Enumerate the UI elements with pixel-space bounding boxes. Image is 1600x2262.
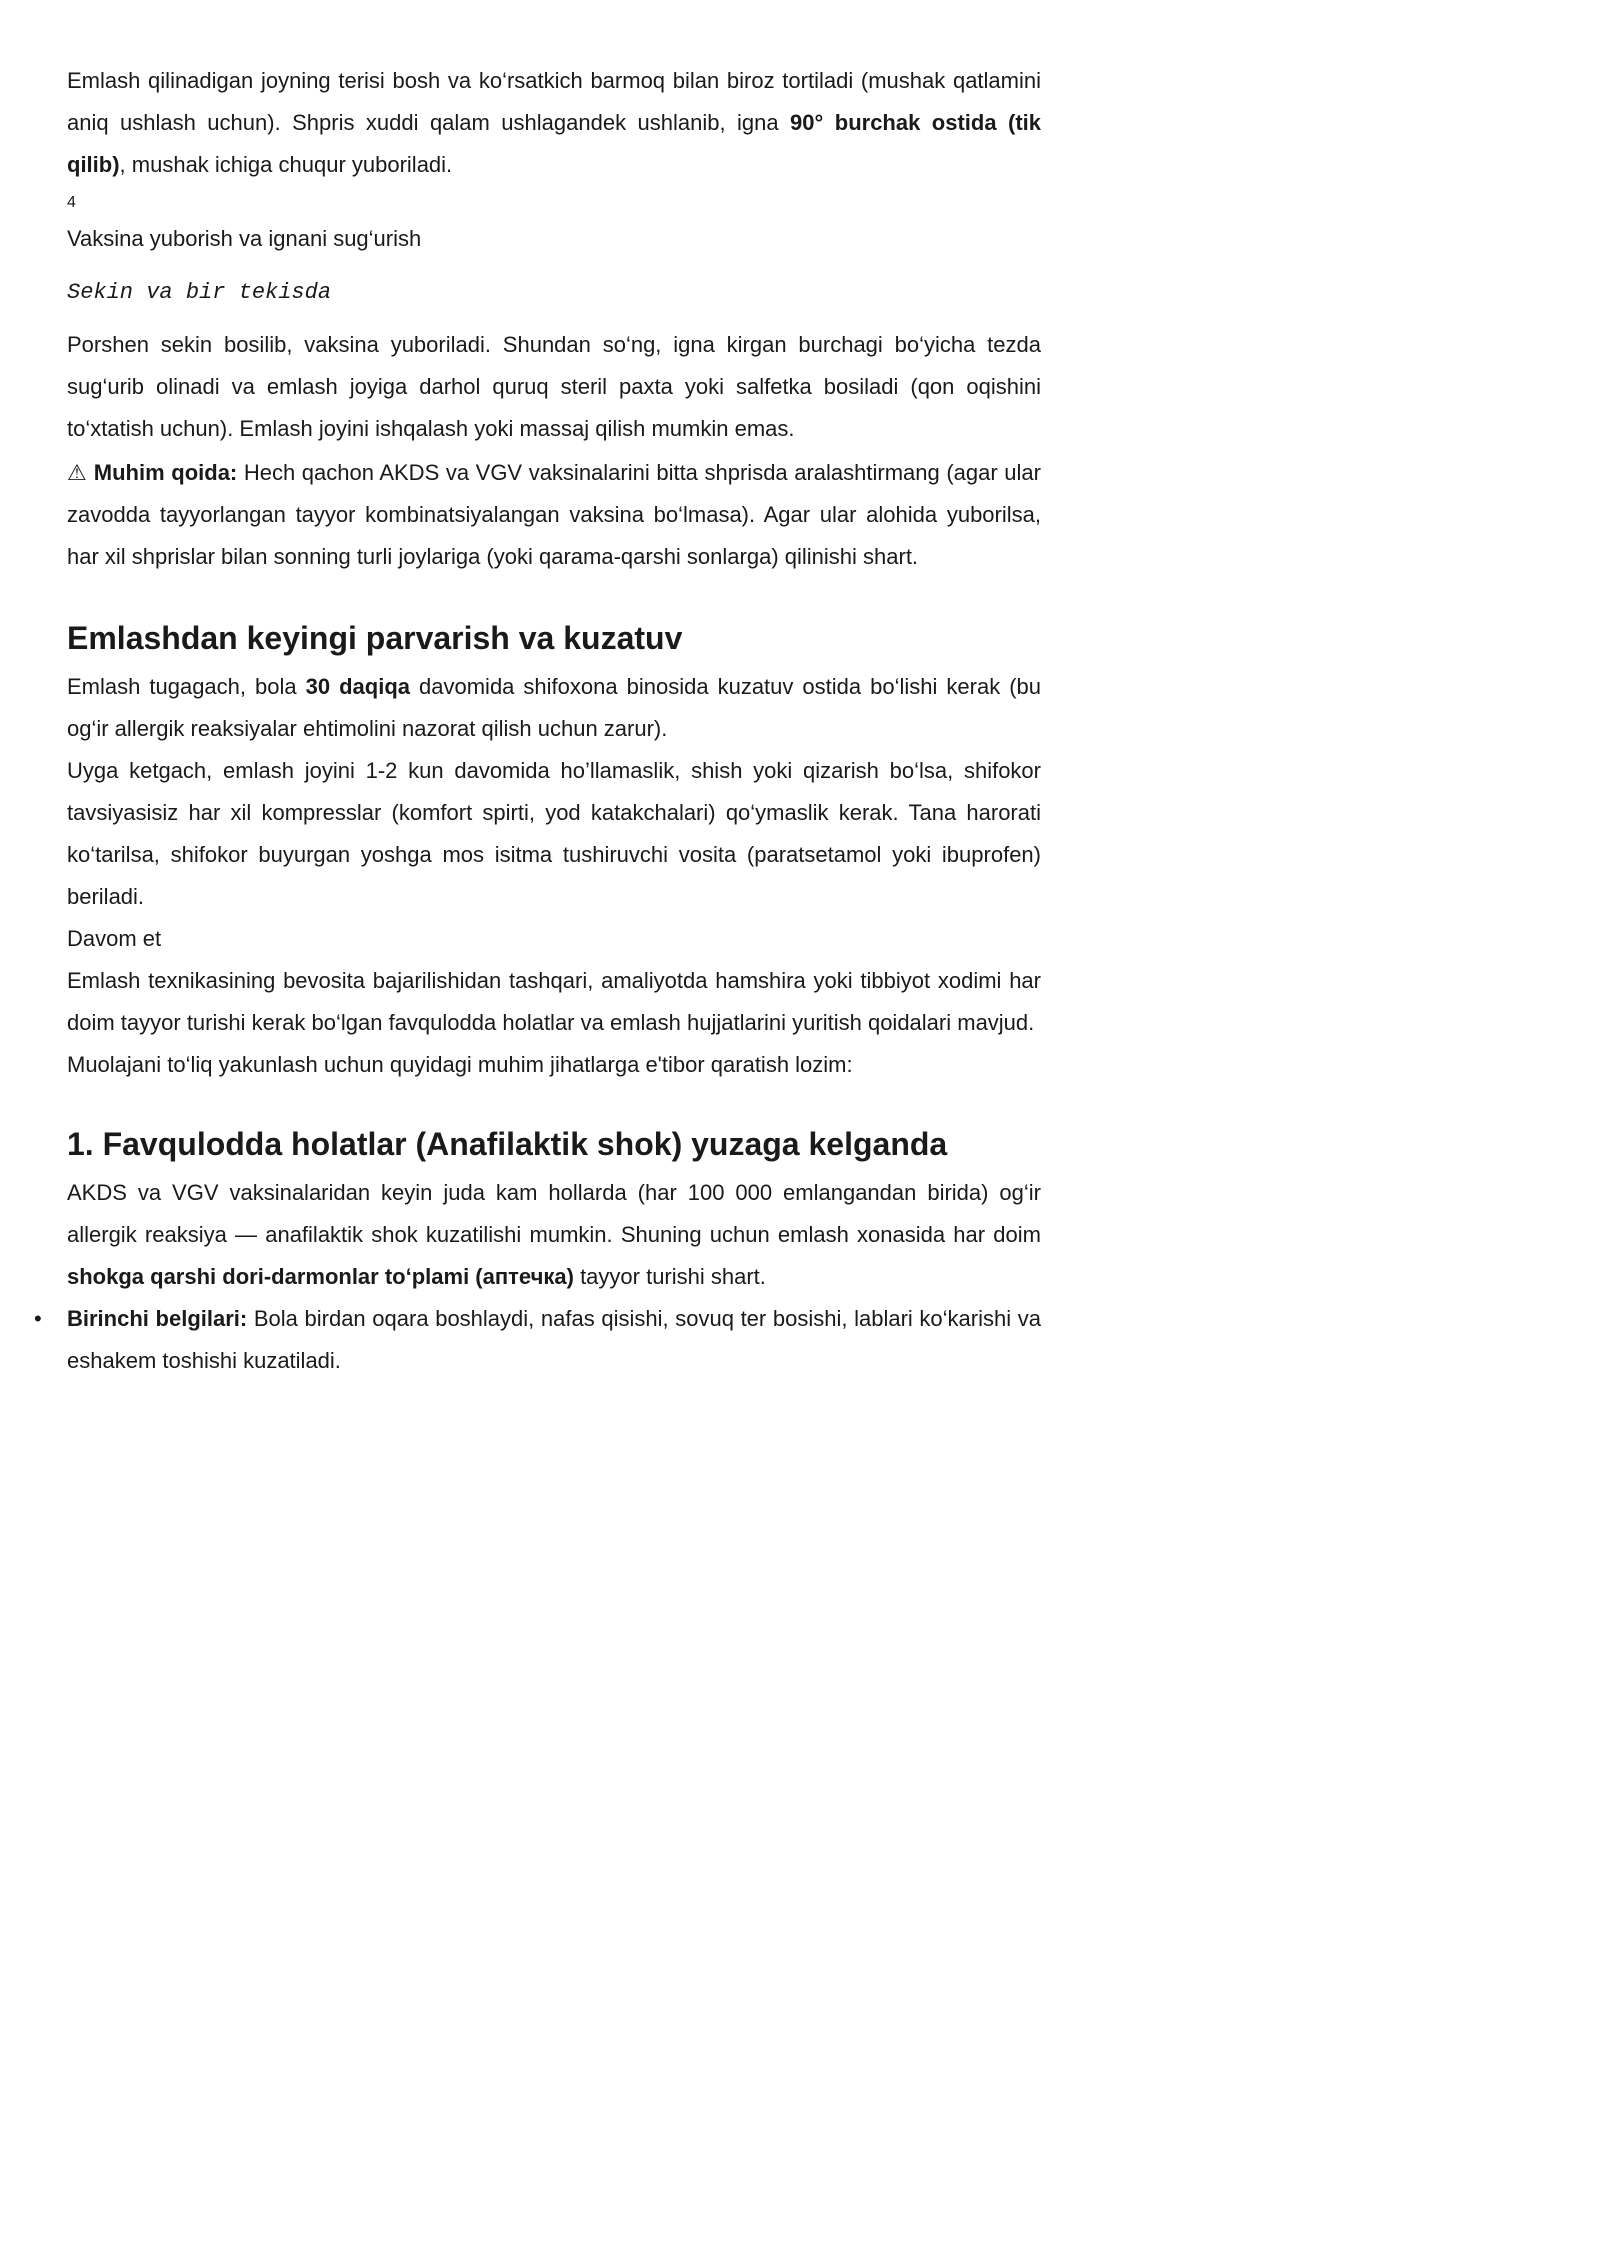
emergency-paragraph — [67, 1172, 1041, 1298]
bullet-marker: • — [34, 1306, 42, 1331]
technique-text: Emlash qilinadigan joyning terisi bosh va ko‘rsatkich barmoq bilan biroz tortiladi (mushak qatlamini aniq ushlash uchun). Shpris xuddi qalam ushlagandek ushlanib, igna — [67, 68, 1041, 135]
emergency-text-end: tayyor turishi shart. — [573, 1264, 766, 1289]
warning-paragraph — [67, 452, 1041, 578]
continue-text: Davom et — [67, 926, 162, 951]
care-heading: Emlashdan keyingi parvarish va kuzatuv — [67, 620, 683, 656]
warning-text: Hech qachon AKDS va VGV vaksinalarini bitta shprisda aralashtirmang (agar ular zavodda tayyorlangan tayyor kombinatsiyalangan vaksina bo‘lmasa). Agar ular alohida yuborilsa, har xil shprislar bilan sonning turli joylariga (yoki qarama-qarshi sonlarga) qilinishi shart. — [67, 460, 1041, 569]
emergency-kit-emphasis: shokga qarshi dori-darmonlar to‘plami (аптечка) — [67, 1264, 574, 1289]
step-number: 4 — [67, 194, 76, 211]
care-observation-text-end: davomida shifoxona binosida kuzatuv ostida bo‘lishi kerak (bu og‘ir allergik reaksiyalar ehtimolini nazorat qilish uchun zarur). — [67, 674, 1041, 741]
care-home-paragraph: Uyga ketgach, emlash joyini 1-2 kun davomida ho’llamaslik, shish yoki qizarish bo‘lsa, shifokor tavsiyasisiz har xil kompresslar (komfort spirti, yod katakchalari) qo‘ymaslik kerak. Tana harorati ko‘tarilsa, shifokor buyurgan yoshga mos isitma tushiruvchi vosita (paratsetamol yoki ibuprofen) beriladi. — [67, 758, 1041, 909]
bullet-text: Bola birdan oqara boshlaydi, nafas qisishi, sovuq ter bosishi, lablari ko‘karishi va eshakem toshishi kuzatiladi. — [67, 1306, 1041, 1373]
list-item — [34, 1298, 1041, 1382]
emergency-text: AKDS va VGV vaksinalaridan keyin juda kam hollarda (har 100 000 emlangandan birida) og‘ir allergik reaksiya — anafilaktik shok kuzatilishi mumkin. Shuning uchun emlash xonasida har doim — [67, 1180, 1041, 1247]
warning-icon: ⚠ — [67, 460, 88, 485]
technique-emphasis: 90° burchak ostida (tik qilib) — [67, 110, 1041, 177]
warning-label: Muhim qoida: — [93, 460, 238, 485]
technique-paragraph — [67, 60, 1041, 186]
care-intro-paragraph: Muolajani to‘liq yakunlash uchun quyidagi muhim jihatlarga e'tibor qaratish lozim: — [67, 1052, 853, 1077]
care-observation-text: Emlash tugagach, bola — [67, 674, 306, 699]
document-page — [34, 60, 1041, 1382]
care-rules-paragraph: Emlash texnikasining bevosita bajarilishidan tashqari, amaliyotda hamshira yoki tibbiyot xodimi har doim tayyor turishi kerak bo‘lgan favqulodda holatlar va emlash hujjatlarini yuritish qoidalari mavjud. — [67, 968, 1041, 1035]
bullet-label: Birinchi belgilari: — [67, 1306, 248, 1331]
care-observation-paragraph — [67, 666, 1041, 750]
injection-paragraph: Porshen sekin bosilib, vaksina yuboriladi. Shundan so‘ng, igna kirgan burchagi bo‘yicha tezda sug‘urib olinadi va emlash joyiga darhol quruq steril paxta yoki salfetka bosiladi (qon oqishini to‘xtatish uchun). Emlash joyini ishqalash yoki massaj qilish mumkin emas. — [67, 332, 1041, 441]
step-subtitle: Sekin va bir tekisda — [67, 280, 332, 305]
technique-text-end: , mushak ichiga chuqur yuboriladi. — [119, 152, 453, 177]
care-observation-duration: 30 daqiqa — [305, 674, 411, 699]
emergency-heading: 1. Favqulodda holatlar (Anafilaktik shok) yuzaga kelganda — [67, 1126, 948, 1162]
step-title: Vaksina yuborish va ignani sug‘urish — [67, 226, 422, 251]
